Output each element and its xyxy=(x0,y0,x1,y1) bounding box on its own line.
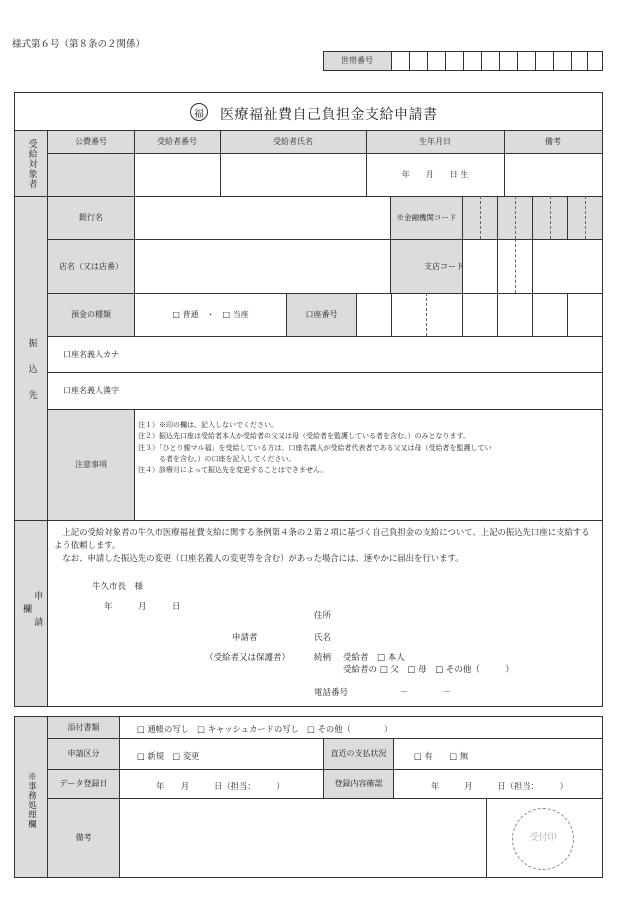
address-field[interactable] xyxy=(340,604,598,618)
holder-kanji-field[interactable] xyxy=(135,373,602,409)
application-paragraph-2: なお、申請した振込先の変更（口座名義人の変更等を含む）があった場合には、速やかに届出を行います。 xyxy=(54,553,464,563)
form-number: 様式第６号（第８条の２関係） xyxy=(12,39,146,50)
recipient-section-label: 受給対象者 xyxy=(26,139,37,189)
remarks-field[interactable] xyxy=(505,154,602,196)
bank-name-field[interactable] xyxy=(135,197,390,239)
account-number-field[interactable] xyxy=(357,294,602,336)
fi-code-label: ※金融機関コード xyxy=(396,213,457,223)
deposit-type-options[interactable]: □ 普通 ・ □ 当座 xyxy=(172,310,249,319)
guardian-label: （受給者又は保護者） xyxy=(205,653,291,663)
category-options[interactable]: □ 新規 □ 変更 xyxy=(137,751,200,761)
household-label: 世帯番号 xyxy=(341,56,373,65)
phone-label: 電話番号 xyxy=(314,688,349,698)
application-section-label: 申 請 欄 xyxy=(21,590,43,643)
note-2: 注２）振込先口座は受給者本人か受給者の父又は母（受給者を監護している者を含む。）のみとなります。 xyxy=(138,432,470,441)
note-4: 注４）診療月によって振込先を変更することはできません。 xyxy=(138,466,328,475)
mayor-addressee: 牛久市長 様 xyxy=(92,582,144,592)
dob-field[interactable]: 年 月 日 生 xyxy=(401,170,469,179)
data-date-value[interactable]: 年 月 日（担当： ） xyxy=(156,781,285,791)
application-date[interactable]: 年 月 日 xyxy=(104,602,181,612)
remarks-header: 備考 xyxy=(545,137,561,146)
deposit-type-label: 預金の種類 xyxy=(71,310,111,319)
office-remarks-label: 備考 xyxy=(75,833,92,842)
office-remarks-field[interactable] xyxy=(120,799,486,877)
fuku-mark-icon: 福 xyxy=(190,103,208,121)
relation-parent[interactable]: 受給者の □ 父 □ 母 □ その他（ ） xyxy=(343,665,514,675)
branch-label: 店名（又は店番） xyxy=(59,261,123,271)
note-1: 注１）※印の欄は、記入しないでください。 xyxy=(138,421,278,429)
applicant-label: 申請者 xyxy=(232,633,258,643)
branch-code-label: 支店コード xyxy=(424,261,464,271)
recent-payment-options[interactable]: □ 有 □ 無 xyxy=(414,751,469,761)
name-field[interactable] xyxy=(340,626,598,640)
recipient-number-header: 受給者番号 xyxy=(157,137,197,146)
form-title: 医療福祉費自己負担金支給申請書 xyxy=(220,107,438,123)
name-label: 氏名 xyxy=(314,633,332,643)
holder-kana-label: 口座名義人カナ xyxy=(63,349,119,359)
confirm-value[interactable]: 年 月 日（担当： ） xyxy=(431,781,568,791)
recent-payment-label: 直近の支払状況 xyxy=(330,749,387,758)
branch-code-field[interactable] xyxy=(498,240,602,293)
recipient-name-field[interactable] xyxy=(221,154,366,196)
phone-field[interactable]: － － xyxy=(400,688,452,698)
public-number-field xyxy=(48,154,134,196)
account-number-label: 口座番号 xyxy=(305,310,338,319)
holder-kana-field[interactable] xyxy=(135,337,602,372)
application-paragraph-1: 上記の受給対象者の牛久市医療福祉費支給に関する条例第４条の２第２項に基づく自己負担金の支給について、上記の振込先口座に支給するよう依頼します。 xyxy=(54,527,590,550)
office-section-label: ※事務処理欄 xyxy=(26,771,37,829)
holder-kanji-label: 口座名義人漢字 xyxy=(63,386,119,395)
note-3: 注３）「ひとり親マル福」を受給している方は、口座名義人が受給者代表者である父又は母（受給者を監護してい xyxy=(138,443,492,452)
transfer-section-label: 振 込 先 xyxy=(26,337,37,403)
bank-name-label: 銀行名 xyxy=(79,213,103,222)
note-3-cont: る者を含む。）の口座を記入してください。 xyxy=(138,454,296,463)
notes-list xyxy=(138,420,600,476)
relation-label: 続柄 xyxy=(314,653,332,663)
public-number-header: 公費番号 xyxy=(75,137,107,146)
attachment-label: 添付書類 xyxy=(67,722,100,732)
relation-self[interactable]: 受給者 □ 本人 xyxy=(343,653,405,663)
category-label: 申請区分 xyxy=(67,749,100,758)
reception-stamp: 受付印 xyxy=(512,808,574,870)
attachment-options[interactable]: □ 通帳の写し □ キャッシュカードの写し □ その他（ ） xyxy=(137,724,393,734)
branch-field[interactable] xyxy=(135,240,390,293)
confirm-label: 登録内容確認 xyxy=(334,779,383,788)
recipient-number-field[interactable] xyxy=(135,154,220,196)
data-date-label: データ登録日 xyxy=(59,779,108,788)
address-label: 住所 xyxy=(314,611,332,621)
notes-label: 注意事項 xyxy=(75,460,107,469)
dob-header: 生年月日 xyxy=(419,137,451,146)
recipient-name-header: 受給者氏名 xyxy=(273,137,313,146)
